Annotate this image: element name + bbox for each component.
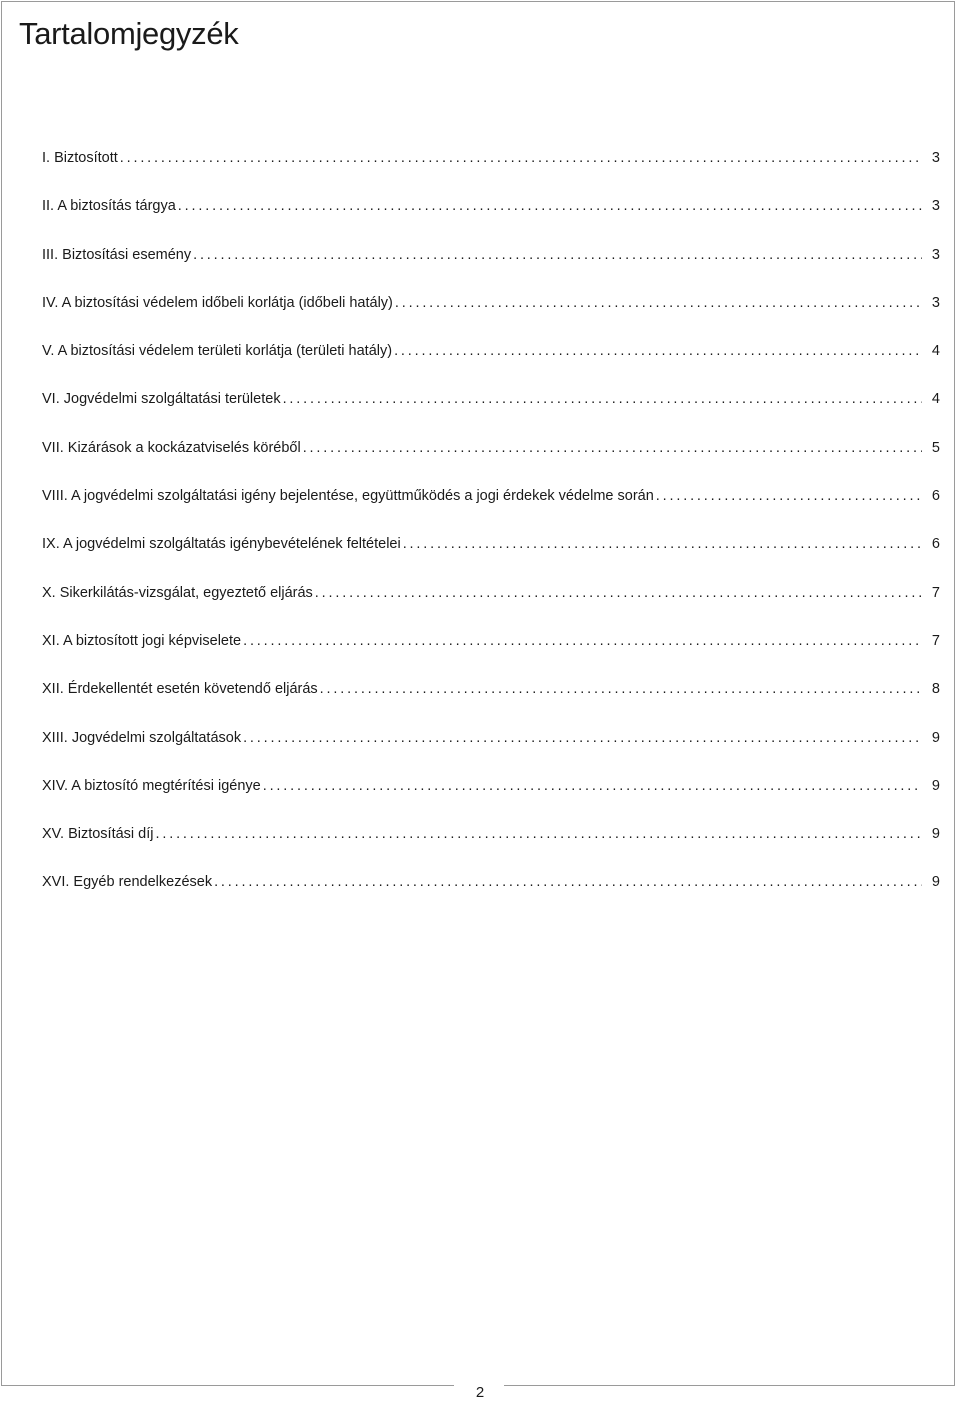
toc-entry[interactable] <box>42 291 940 339</box>
toc-entry-page: 4 <box>931 391 940 408</box>
toc-entry[interactable] <box>42 581 940 629</box>
toc-entry[interactable] <box>42 387 940 435</box>
toc-entry-page: 7 <box>931 584 940 601</box>
toc-entry-label: XI. A biztosított jogi képviselete <box>42 632 242 649</box>
toc-entry-label: IV. A biztosítási védelem időbeli korlátja (időbeli hatály) <box>42 294 393 311</box>
page-title: Tartalomjegyzék <box>19 16 239 51</box>
toc-entry[interactable] <box>42 436 940 484</box>
toc-entry-label: V. A biztosítási védelem területi korlátja (területi hatály) <box>42 343 393 360</box>
toc-dot-leader <box>403 532 922 556</box>
toc-entry-page: 8 <box>931 681 940 698</box>
toc-entry-page: 9 <box>931 777 940 794</box>
toc-entry-page: 9 <box>931 874 940 891</box>
toc-entry[interactable] <box>42 629 940 677</box>
toc-dot-leader <box>283 387 922 411</box>
toc-entry-label: XIII. Jogvédelmi szolgáltatások <box>42 729 242 746</box>
toc-entry-page: 9 <box>931 729 940 746</box>
toc-entry-page: 5 <box>931 439 940 456</box>
toc-entry-page: 6 <box>931 488 940 505</box>
toc-dot-leader <box>395 291 922 315</box>
toc-entry-label: X. Sikerkilátás-vizsgálat, egyeztető eljárás <box>42 584 313 601</box>
page-number: 2 <box>475 1384 485 1401</box>
toc-entry[interactable] <box>42 243 940 291</box>
toc-entry-page: 9 <box>931 826 940 843</box>
toc-dot-leader <box>315 581 922 605</box>
toc-entry[interactable] <box>42 677 940 725</box>
toc-entry-page: 3 <box>931 150 940 166</box>
toc-entry[interactable] <box>42 822 940 870</box>
toc-entry[interactable] <box>42 339 940 387</box>
toc-entry-page: 3 <box>931 294 940 311</box>
toc-dot-leader <box>394 339 922 363</box>
table-of-contents <box>42 146 940 919</box>
toc-entry[interactable] <box>42 146 940 194</box>
toc-dot-leader <box>303 436 922 460</box>
toc-entry[interactable] <box>42 484 940 532</box>
toc-dot-leader <box>656 484 922 508</box>
toc-entry-label: XV. Biztosítási díj <box>42 826 154 843</box>
toc-entry-page: 3 <box>931 198 940 215</box>
toc-entry-page: 3 <box>931 246 940 263</box>
toc-dot-leader <box>263 774 922 798</box>
toc-entry-label: VIII. A jogvédelmi szolgáltatási igény bejelentése, együttműködés a jogi érdekek védelme során <box>42 488 654 505</box>
toc-entry[interactable] <box>42 532 940 580</box>
toc-dot-leader <box>214 870 922 894</box>
toc-dot-leader <box>120 146 922 170</box>
toc-entry-page: 7 <box>931 632 940 649</box>
toc-entry-label: IX. A jogvédelmi szolgáltatás igénybevételének feltételei <box>42 536 401 553</box>
toc-dot-leader <box>243 726 922 750</box>
toc-entry-label: XII. Érdekellentét esetén követendő eljárás <box>42 681 318 698</box>
toc-entry-label: II. A biztosítás tárgya <box>42 198 176 215</box>
toc-dot-leader <box>156 822 923 846</box>
toc-entry[interactable] <box>42 194 940 242</box>
toc-entry-label: VII. Kizárások a kockázatviselés köréből <box>42 439 301 456</box>
toc-dot-leader <box>178 194 922 218</box>
toc-entry-label: I. Biztosított <box>42 150 118 166</box>
toc-entry[interactable] <box>42 726 940 774</box>
toc-dot-leader <box>193 243 922 267</box>
toc-entry-label: VI. Jogvédelmi szolgáltatási területek <box>42 391 281 408</box>
toc-entry-label: III. Biztosítási esemény <box>42 246 192 263</box>
toc-entry-page: 4 <box>931 343 940 360</box>
toc-dot-leader <box>320 677 922 701</box>
toc-entry[interactable] <box>42 870 940 918</box>
toc-dot-leader <box>243 629 922 653</box>
toc-entry-page: 6 <box>931 536 940 553</box>
toc-entry-label: XIV. A biztosító megtérítési igénye <box>42 777 261 794</box>
toc-entry-label: XVI. Egyéb rendelkezések <box>42 874 213 891</box>
toc-entry[interactable] <box>42 774 940 822</box>
